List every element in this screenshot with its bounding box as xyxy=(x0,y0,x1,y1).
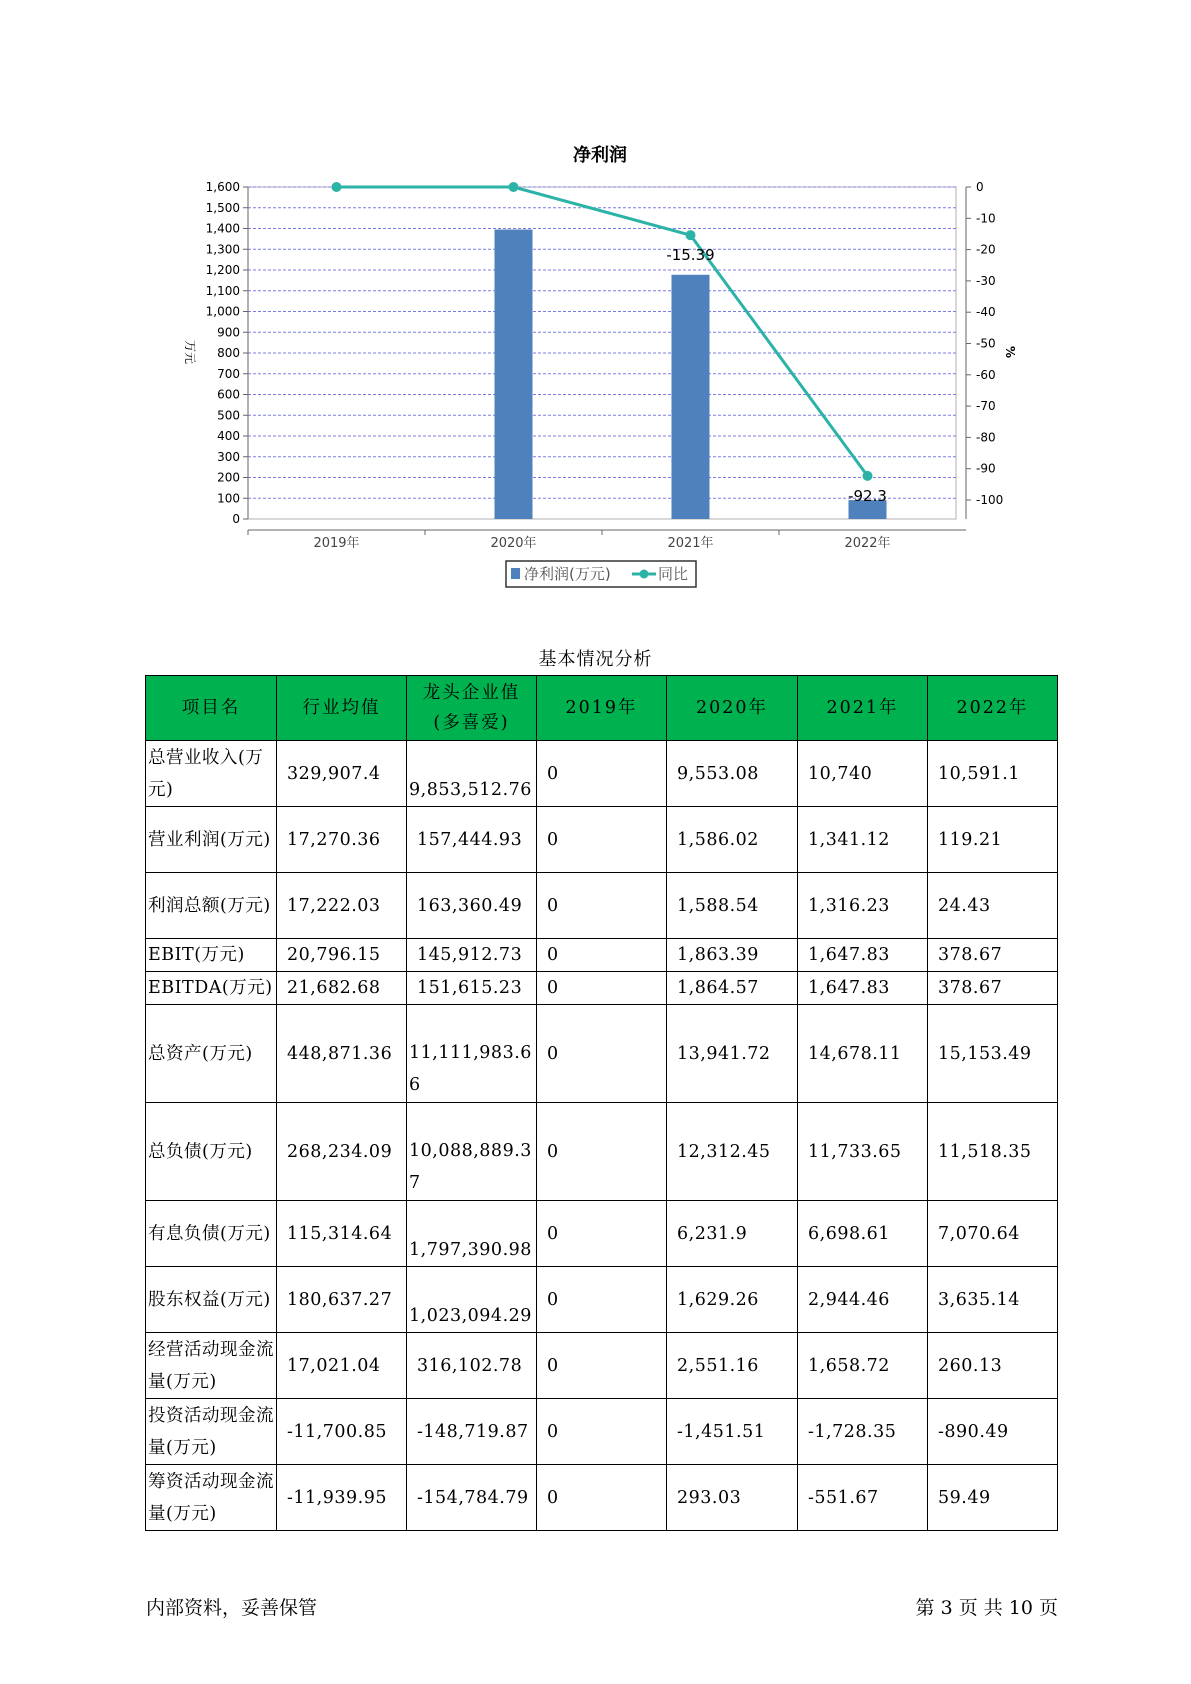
row-label: 股东权益(万元) xyxy=(146,1267,277,1333)
table-row xyxy=(146,741,1058,807)
cell-value: -11,939.95 xyxy=(277,1465,407,1531)
left-tick-label: 600 xyxy=(217,387,240,402)
cell-value: 0 xyxy=(537,972,667,1005)
cell-value: 0 xyxy=(537,1399,667,1465)
cell-value: -890.49 xyxy=(928,1399,1058,1465)
right-tick-label: -40 xyxy=(976,305,996,320)
row-label: 总负债(万元) xyxy=(146,1103,277,1201)
bar xyxy=(495,230,533,519)
net-profit-chart xyxy=(0,0,1191,610)
cell-value: 1,629.26 xyxy=(667,1267,798,1333)
x-tick-label: 2022年 xyxy=(844,536,891,551)
right-tick-label: -30 xyxy=(976,273,996,288)
left-tick-label: 1,600 xyxy=(205,180,240,194)
cell-value: 0 xyxy=(537,1465,667,1531)
cell-value: 17,270.36 xyxy=(277,807,407,873)
cell-value: 378.67 xyxy=(928,939,1058,972)
data-label: -92.3 xyxy=(848,486,887,505)
cell-value: 0 xyxy=(537,741,667,807)
header-2022: 2022年 xyxy=(928,676,1058,741)
cell-value: 21,682.68 xyxy=(277,972,407,1005)
left-tick-label: 100 xyxy=(217,491,240,506)
cell-value: 1,658.72 xyxy=(798,1333,928,1399)
cell-value: -154,784.79 xyxy=(407,1465,537,1531)
cell-value: 2,944.46 xyxy=(798,1267,928,1333)
cell-value: 268,234.09 xyxy=(277,1103,407,1201)
cell-value: 2,551.16 xyxy=(667,1333,798,1399)
cell-value: 9,553.08 xyxy=(667,741,798,807)
left-tick-label: 1,000 xyxy=(205,304,240,319)
right-tick-label: -90 xyxy=(976,461,996,476)
cell-value: 157,444.93 xyxy=(407,807,537,873)
basic-analysis-table xyxy=(145,675,1058,1531)
cell-value: 378.67 xyxy=(928,972,1058,1005)
table-row xyxy=(146,1465,1058,1531)
cell-value: 448,871.36 xyxy=(277,1005,407,1103)
left-tick-label: 1,500 xyxy=(205,200,240,215)
table-row xyxy=(146,939,1058,972)
cell-value: 24.43 xyxy=(928,873,1058,939)
cell-value: 0 xyxy=(537,1103,667,1201)
cell-value: -1,451.51 xyxy=(667,1399,798,1465)
header-2021: 2021年 xyxy=(798,676,928,741)
left-tick-label: 500 xyxy=(217,408,240,423)
legend-net-profit: 净利润(万元) xyxy=(524,565,611,583)
cell-value: 163,360.49 xyxy=(407,873,537,939)
left-tick-label: 1,400 xyxy=(205,221,240,236)
cell-value: 14,678.11 xyxy=(798,1005,928,1103)
right-tick-label: -10 xyxy=(976,211,996,226)
left-tick-label: 0 xyxy=(232,512,240,526)
row-label: 总营业收入(万元) xyxy=(146,741,277,807)
yoy-point xyxy=(509,182,519,192)
chart-legend xyxy=(506,561,696,587)
cell-value: 0 xyxy=(537,1333,667,1399)
cell-value: 17,222.03 xyxy=(277,873,407,939)
left-tick-label: 700 xyxy=(217,366,240,381)
cell-value: 10,088,889.37 xyxy=(407,1103,537,1201)
cell-value: 119.21 xyxy=(928,807,1058,873)
cell-value: 0 xyxy=(537,807,667,873)
cell-value: 3,635.14 xyxy=(928,1267,1058,1333)
cell-value: 260.13 xyxy=(928,1333,1058,1399)
cell-value: 1,023,094.29 xyxy=(407,1267,537,1333)
yoy-point xyxy=(686,230,696,240)
row-label: 利润总额(万元) xyxy=(146,873,277,939)
chart-title: 净利润 xyxy=(573,145,627,166)
left-tick-label: 300 xyxy=(217,449,240,464)
table-row xyxy=(146,1267,1058,1333)
cell-value: 115,314.64 xyxy=(277,1201,407,1267)
right-tick-label: -20 xyxy=(976,242,996,257)
right-axis-label: % xyxy=(1003,345,1017,359)
cell-value: 1,863.39 xyxy=(667,939,798,972)
table-row xyxy=(146,807,1058,873)
right-tick-label: -70 xyxy=(976,399,996,414)
left-axis-label: 万元 xyxy=(183,339,197,365)
table-caption: 基本情况分析 xyxy=(538,649,653,670)
cell-value: 6,231.9 xyxy=(667,1201,798,1267)
legend-line-marker xyxy=(640,570,649,579)
cell-value: 1,588.54 xyxy=(667,873,798,939)
cell-value: 1,797,390.98 xyxy=(407,1201,537,1267)
cell-value: 1,864.57 xyxy=(667,972,798,1005)
cell-value: 11,518.35 xyxy=(928,1103,1058,1201)
cell-value: 12,312.45 xyxy=(667,1103,798,1201)
cell-value: -551.67 xyxy=(798,1465,928,1531)
cell-value: 7,070.64 xyxy=(928,1201,1058,1267)
x-tick-label: 2020年 xyxy=(490,536,537,551)
header-2020: 2020年 xyxy=(667,676,798,741)
left-tick-label: 400 xyxy=(217,429,240,443)
cell-value: 0 xyxy=(537,1201,667,1267)
table-row xyxy=(146,1201,1058,1267)
footer-page-number: 第 3 页 共 10 页 xyxy=(915,1597,1058,1619)
header-leader-value: 龙头企业值(多喜爱) xyxy=(407,676,537,741)
data-label: -15.39 xyxy=(666,246,715,265)
cell-value: 11,111,983.66 xyxy=(407,1005,537,1103)
right-tick-label: -100 xyxy=(976,493,1004,507)
cell-value: -11,700.85 xyxy=(277,1399,407,1465)
cell-value: 293.03 xyxy=(667,1465,798,1531)
row-label: 投资活动现金流量(万元) xyxy=(146,1399,277,1465)
yoy-point xyxy=(332,182,342,192)
table-header-row xyxy=(146,676,1058,741)
right-tick-label: -80 xyxy=(976,430,996,445)
cell-value: 59.49 xyxy=(928,1465,1058,1531)
row-label: 总资产(万元) xyxy=(146,1005,277,1103)
row-label: EBIT(万元) xyxy=(146,939,277,972)
legend-bar-swatch xyxy=(511,568,520,579)
left-tick-label: 200 xyxy=(217,470,240,485)
left-tick-label: 1,200 xyxy=(205,263,240,277)
left-tick-label: 800 xyxy=(217,346,240,360)
cell-value: 0 xyxy=(537,873,667,939)
cell-value: 145,912.73 xyxy=(407,939,537,972)
right-tick-label: 0 xyxy=(976,180,984,194)
row-label: 经营活动现金流量(万元) xyxy=(146,1333,277,1399)
cell-value: 0 xyxy=(537,1005,667,1103)
cell-value: 1,316.23 xyxy=(798,873,928,939)
cell-value: 180,637.27 xyxy=(277,1267,407,1333)
cell-value: -1,728.35 xyxy=(798,1399,928,1465)
cell-value: 11,733.65 xyxy=(798,1103,928,1201)
cell-value: 15,153.49 xyxy=(928,1005,1058,1103)
cell-value: 1,647.83 xyxy=(798,939,928,972)
right-tick-label: -50 xyxy=(976,336,996,351)
x-tick-label: 2021年 xyxy=(667,536,714,551)
right-tick-label: -60 xyxy=(976,367,996,382)
cell-value: 10,740 xyxy=(798,741,928,807)
cell-value: 0 xyxy=(537,1267,667,1333)
cell-value: 1,586.02 xyxy=(667,807,798,873)
table-row xyxy=(146,1103,1058,1201)
left-tick-label: 1,300 xyxy=(205,242,240,257)
header-item-name: 项目名 xyxy=(146,676,277,741)
left-tick-label: 1,100 xyxy=(205,283,240,298)
cell-value: 1,341.12 xyxy=(798,807,928,873)
cell-value: 0 xyxy=(537,939,667,972)
cell-value: 9,853,512.76 xyxy=(407,741,537,807)
cell-value: 13,941.72 xyxy=(667,1005,798,1103)
header-industry-avg: 行业均值 xyxy=(277,676,407,741)
row-label: EBITDA(万元) xyxy=(146,972,277,1005)
left-tick-label: 900 xyxy=(217,325,240,340)
cell-value: 151,615.23 xyxy=(407,972,537,1005)
header-2019: 2019年 xyxy=(537,676,667,741)
cell-value: 10,591.1 xyxy=(928,741,1058,807)
cell-value: 329,907.4 xyxy=(277,741,407,807)
table-row xyxy=(146,1005,1058,1103)
table-row xyxy=(146,1399,1058,1465)
table-row xyxy=(146,1333,1058,1399)
cell-value: 20,796.15 xyxy=(277,939,407,972)
footer-confidential-note: 内部资料，妥善保管 xyxy=(146,1597,318,1619)
bar xyxy=(672,275,710,519)
row-label: 营业利润(万元) xyxy=(146,807,277,873)
table-row xyxy=(146,873,1058,939)
row-label: 有息负债(万元) xyxy=(146,1201,277,1267)
chart-gridlines xyxy=(248,187,956,519)
cell-value: 316,102.78 xyxy=(407,1333,537,1399)
cell-value: -148,719.87 xyxy=(407,1399,537,1465)
x-tick-label: 2019年 xyxy=(313,536,360,551)
table-row xyxy=(146,972,1058,1005)
yoy-point xyxy=(863,471,873,481)
row-label: 筹资活动现金流量(万元) xyxy=(146,1465,277,1531)
legend-yoy: 同比 xyxy=(658,565,689,583)
cell-value: 17,021.04 xyxy=(277,1333,407,1399)
cell-value: 6,698.61 xyxy=(798,1201,928,1267)
cell-value: 1,647.83 xyxy=(798,972,928,1005)
